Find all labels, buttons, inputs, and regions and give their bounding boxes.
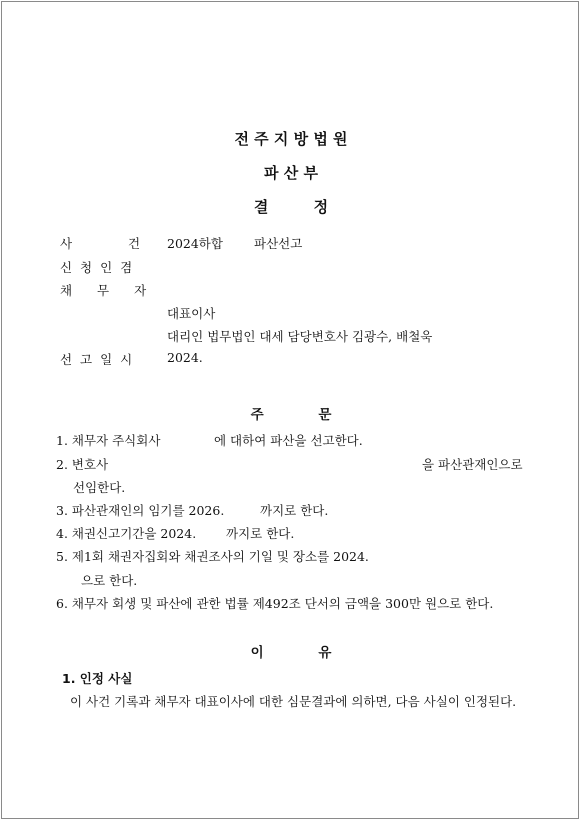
order-item-5-b: 으로 한다.	[81, 573, 138, 588]
order-heading: 주 문	[250, 407, 332, 423]
section-1-text: 이 사건 기록과 채무자 대표이사에 대한 심문결과에 의하면, 다음 사실이 인정된다.	[70, 694, 517, 709]
case-label: 사 건	[60, 236, 141, 251]
debtor-label: 채 무 자	[60, 283, 147, 298]
court-name: 전 주 지 방 법 원	[234, 130, 348, 148]
order-item-5-a: 5. 제1회 채권자집회와 채권조사의 기일 및 장소를 2024.	[56, 549, 369, 564]
division-name: 파 산 부	[264, 164, 318, 182]
order-item-3-b: 까지로 한다.	[260, 503, 329, 518]
order-item-1-b: 에 대하여 파산을 선고한다.	[214, 433, 363, 448]
order-item-3-a: 3. 파산관재인의 임기를 2026.	[56, 503, 225, 518]
debtor-agent: 대리인 법무법인 대세 담당변호사 김광수, 배철욱	[167, 329, 433, 344]
order-item-6: 6. 채무자 회생 및 파산에 관한 법률 제492조 단서의 금액을 300만 원으로 한다.	[56, 596, 494, 611]
debtor-representative: 대표이사	[167, 306, 216, 321]
case-number: 2024하합	[167, 236, 223, 251]
order-item-4-b: 까지로 한다.	[226, 526, 295, 541]
order-item-4-a: 4. 채권신고기간을 2024.	[56, 526, 197, 541]
order-item-2-a: 2. 변호사	[56, 457, 109, 472]
document-type: 결 정	[253, 198, 329, 216]
order-item-2-b: 을 파산관재인으로	[422, 457, 523, 472]
declaration-date-label: 선 고 일 시	[60, 352, 133, 367]
reason-heading: 이 유	[250, 645, 332, 661]
case-name: 파산선고	[254, 236, 303, 251]
order-item-2-c: 선임한다.	[73, 480, 126, 495]
order-item-1-a: 1. 채무자 주식회사	[56, 433, 161, 448]
section-1-title: 1. 인정 사실	[62, 671, 133, 686]
declaration-date: 2024.	[167, 350, 203, 365]
applicant-label: 신 청 인 겸	[60, 260, 133, 275]
